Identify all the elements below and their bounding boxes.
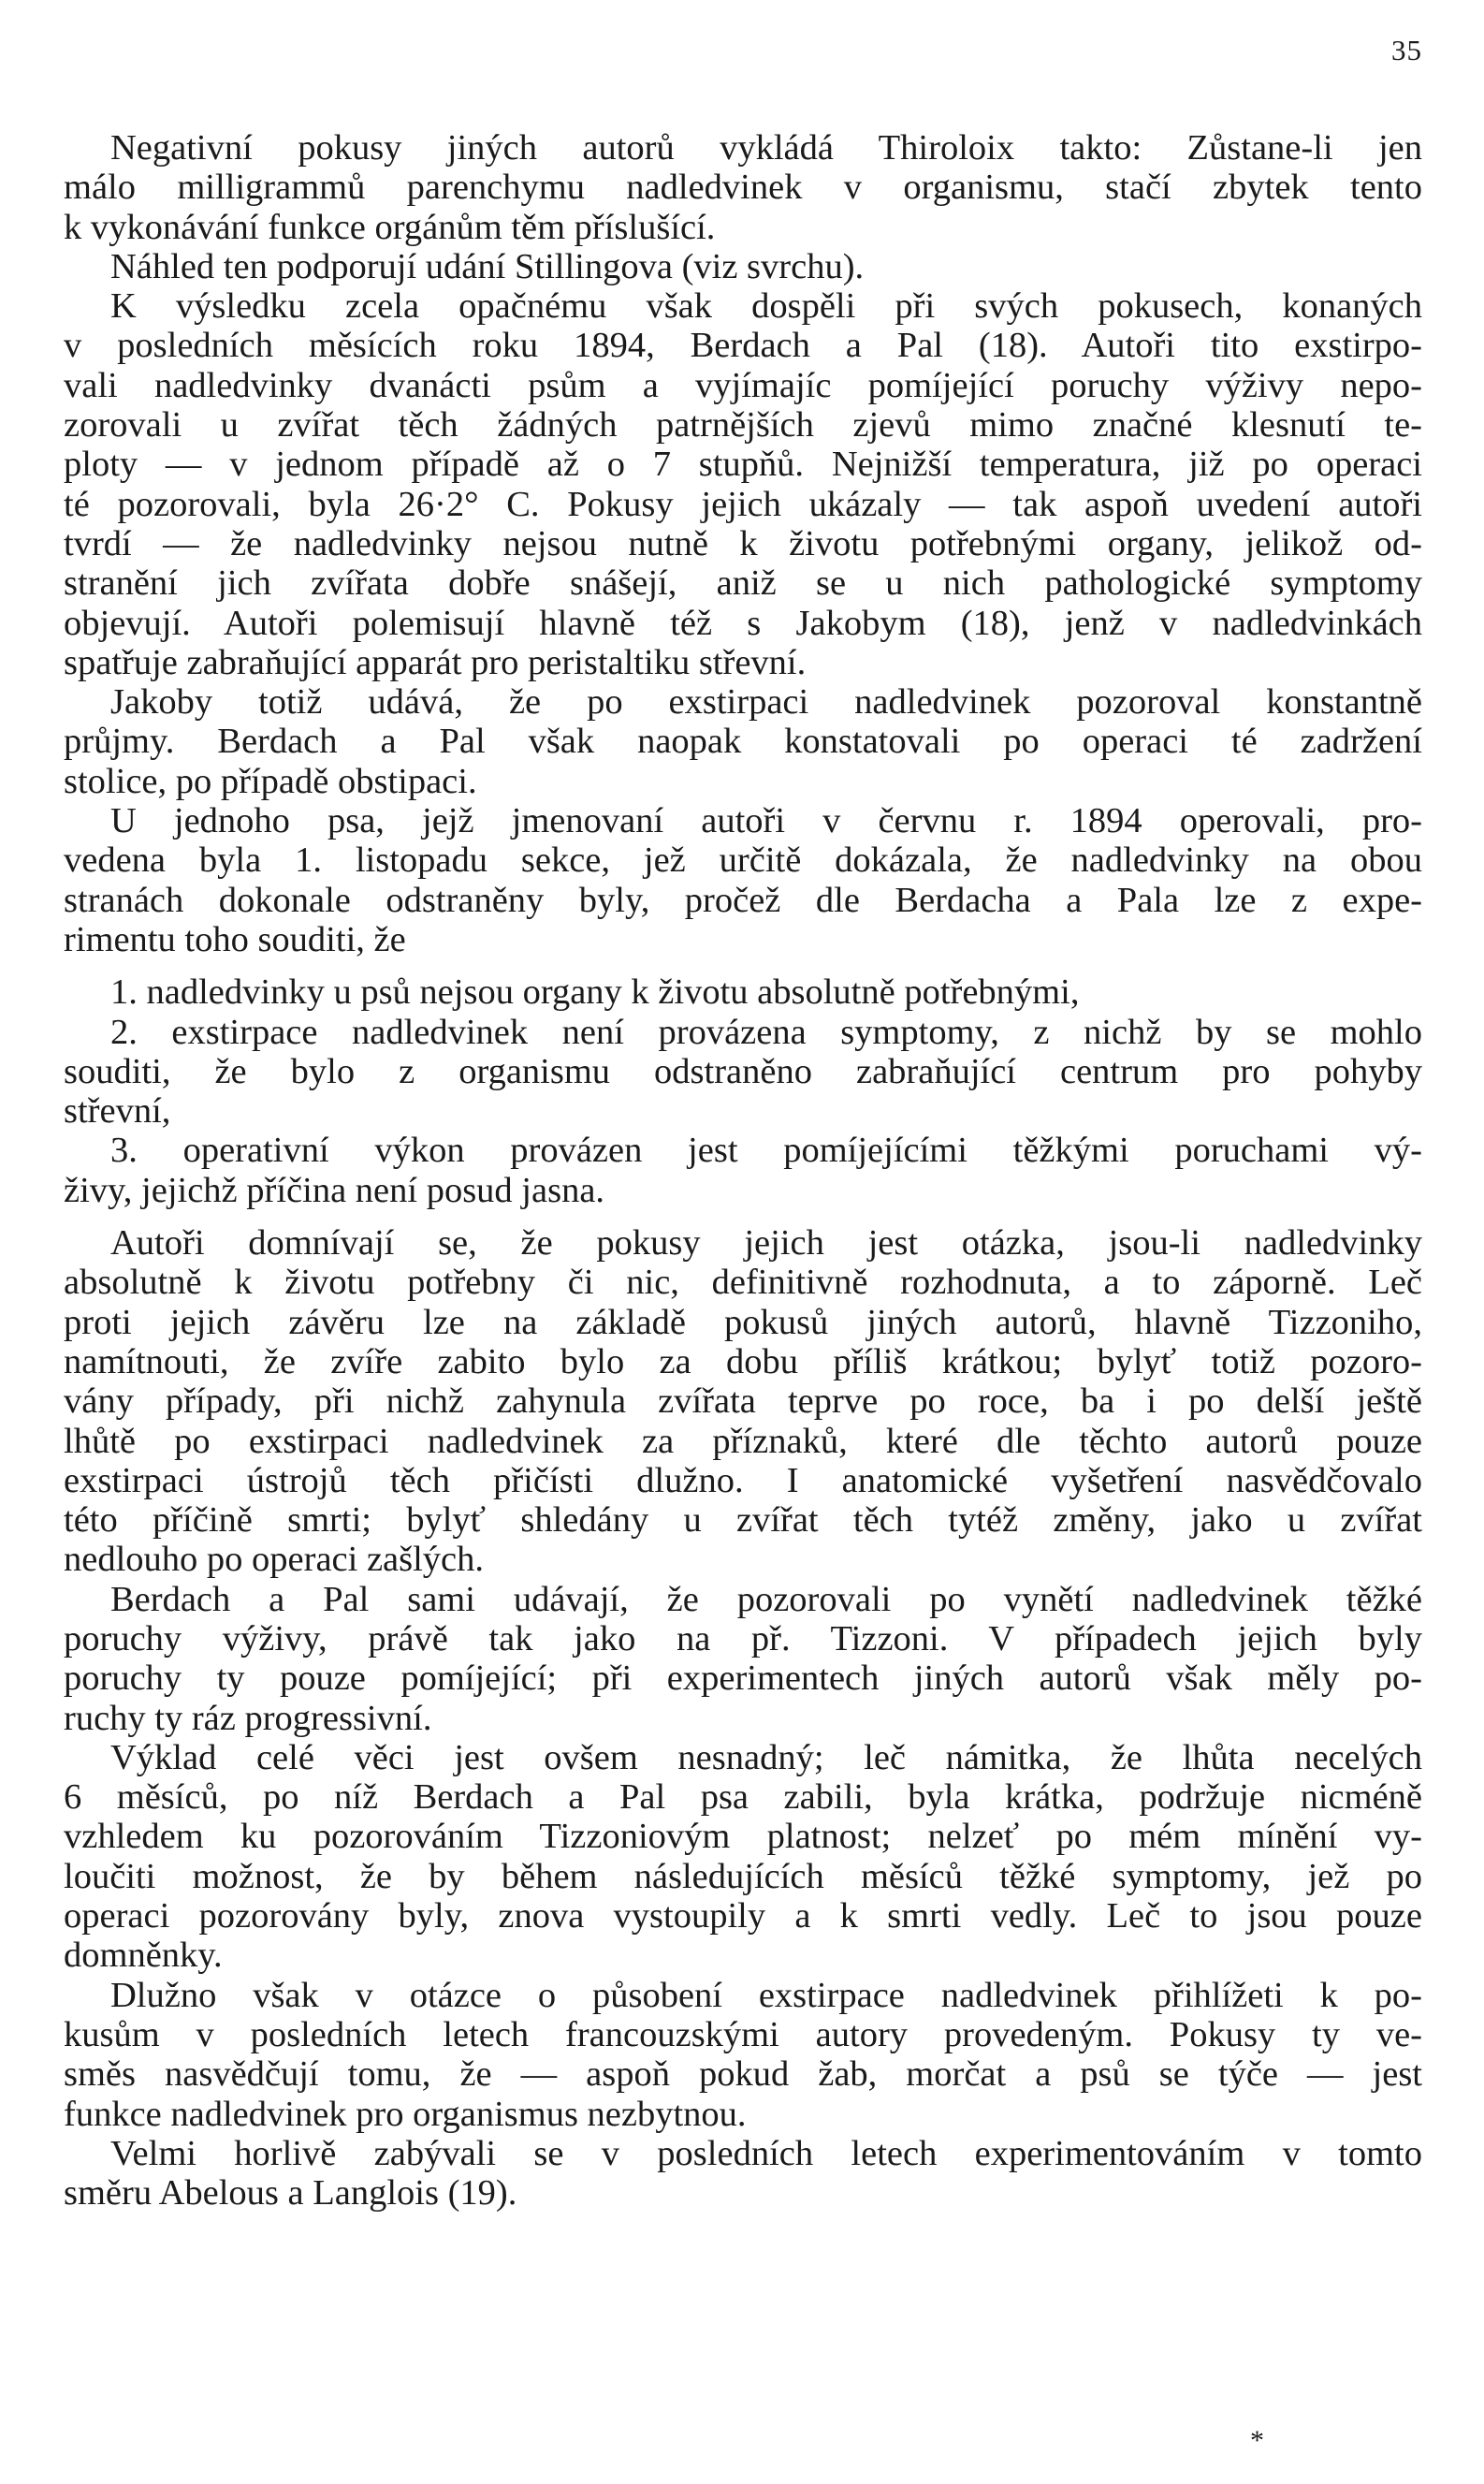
text-line: 1. nadledvinky u psů nejsou organy k životu absolutně potřebnými, xyxy=(110,972,1080,1013)
paragraph xyxy=(64,286,1422,682)
text-line: spatřuje zabraňující apparát pro peristaltiku střevní. xyxy=(64,642,807,682)
text-line: k vykonávání funkce orgánům těm příslušící. xyxy=(64,207,716,247)
page-number: 35 xyxy=(1391,34,1422,66)
text-line: zorovali u zvířat těch žádných patrnějších zjevů mimo značné klesnutí te- xyxy=(64,405,1422,446)
text-line: málo milligrammů parenchymu nadledvinek v organismu, stačí zbytek tento xyxy=(64,168,1422,208)
paragraph xyxy=(64,128,1422,247)
text-line: průjmy. Berdach a Pal však naopak konstatovali po operaci té zadržení xyxy=(64,722,1422,762)
text-line: loučiti možnost, že by během následujících měsíců těžké symptomy, jež po xyxy=(64,1856,1422,1896)
paragraph xyxy=(64,1976,1422,2134)
text-line: ploty — v jednom případě až o 7 stupňů. Nejnižší temperatura, již po operaci xyxy=(64,445,1422,485)
paragraph xyxy=(64,1580,1422,1738)
text-line: K výsledku zcela opačnému však dospěli při svých pokusech, konaných xyxy=(110,286,1422,327)
text-line: této příčině smrti; bylyť shledány u zvířat těch tytéž změny, jako u zvířat xyxy=(64,1500,1422,1541)
paragraph xyxy=(64,682,1422,801)
text-line: té pozorovali, byla 26·2° C. Pokusy jejich ukázaly — tak aspoň uvedení autoři xyxy=(64,484,1422,524)
text-line: lhůtě po exstirpaci nadledvinek za příznaků, které dle těchto autorů pouze xyxy=(64,1421,1422,1461)
footer-asterisk: * xyxy=(1250,2425,1264,2456)
body-text xyxy=(64,128,1422,2213)
text-line: domněnky. xyxy=(64,1936,223,1976)
text-line: poruchy výživy, právě tak jako na př. Tizzoni. V případech jejich byly xyxy=(64,1618,1422,1658)
paragraph xyxy=(64,972,1422,1012)
text-line: nedlouho po operaci zašlých. xyxy=(64,1540,485,1580)
text-line: Velmi horlivě zabývali se v posledních letech experimentováním v tomto xyxy=(110,2133,1422,2173)
text-line: vali nadledvinky dvanácti psům a vyjímajíc pomíjející poruchy výživy nepo- xyxy=(64,365,1422,405)
text-line: exstirpaci ústrojů těch přičísti dlužno. I anatomické vyšetření nasvědčovalo xyxy=(64,1460,1422,1500)
text-line: ruchy ty ráz progressivní. xyxy=(64,1698,432,1738)
paragraph xyxy=(64,1738,1422,1976)
text-line: střevní, xyxy=(64,1091,171,1132)
paragraph xyxy=(64,1131,1422,1210)
text-line: živy, jejichž příčina není posud jasna. xyxy=(64,1170,605,1210)
text-line: absolutně k životu potřebny či nic, definitivně rozhodnuta, a to záporně. Leč xyxy=(64,1263,1422,1303)
text-line: Náhled ten podporují udání Stillingova (viz svrchu). xyxy=(110,246,865,286)
text-line: U jednoho psa, jejž jmenovaní autoři v červnu r. 1894 operovali, pro- xyxy=(110,801,1422,841)
text-line: Dlužno však v otázce o působení exstirpace nadledvinek přihlížeti k po- xyxy=(110,1975,1422,2015)
text-line: Negativní pokusy jiných autorů vykládá Thiroloix takto: Zůstane-li jen xyxy=(110,128,1422,168)
text-line: Jakoby totiž udává, že po exstirpaci nadledvinek pozoroval konstantně xyxy=(110,682,1422,723)
text-line: funkce nadledvinek pro organismus nezbytnou. xyxy=(64,2094,747,2134)
text-line: rimentu toho souditi, že xyxy=(64,919,406,959)
text-line: poruchy ty pouze pomíjející; při experimentech jiných autorů však měly po- xyxy=(64,1658,1422,1699)
text-line: směru Abelous a Langlois (19). xyxy=(64,2173,517,2214)
text-line: objevují. Autoři polemisují hlavně též s Jakobym (18), jenž v nadledvinkách xyxy=(64,603,1422,643)
text-line: souditi, že bylo z organismu odstraněno zabraňující centrum pro pohyby xyxy=(64,1051,1422,1091)
text-line: 2. exstirpace nadledvinek není provázena symptomy, z nichž by se mohlo xyxy=(110,1012,1422,1052)
paragraph xyxy=(64,247,1422,286)
text-line: směs nasvědčují tomu, že — aspoň pokud žab, morčat a psů se týče — jest xyxy=(64,2054,1422,2095)
text-line: stranách dokonale odstraněny byly, pročež dle Berdacha a Pala lze z expe- xyxy=(64,880,1422,920)
text-line: v posledních měsících roku 1894, Berdach a Pal (18). Autoři tito exstirpo- xyxy=(64,326,1422,366)
text-line: tvrdí — že nadledvinky nejsou nutně k životu potřebnými organy, jelikož od- xyxy=(64,523,1422,563)
paragraph xyxy=(64,1223,1422,1580)
text-line: Výklad celé věci jest ovšem nesnadný; leč námitka, že lhůta necelých xyxy=(110,1737,1422,1777)
text-line: vzhledem ku pozorováním Tizzoniovým platnost; nelzeť po mém mínění vy- xyxy=(64,1817,1422,1857)
text-line: Berdach a Pal sami udávají, že pozorovali po vynětí nadledvinek těžké xyxy=(110,1579,1422,1619)
text-line: proti jejich závěru lze na základě pokusů jiných autorů, hlavně Tizzoniho, xyxy=(64,1302,1422,1342)
text-line: vány případy, při nichž zahynula zvířata teprve po roce, ba i po delší ještě xyxy=(64,1381,1422,1422)
text-line: operaci pozorovány byly, znova vystoupily a k smrti vedly. Leč to jsou pouze xyxy=(64,1896,1422,1936)
text-line: stranění jich zvířata dobře snášejí, aniž se u nich pathologické symptomy xyxy=(64,563,1422,604)
text-line: stolice, po případě obstipaci. xyxy=(64,761,477,801)
text-line: 3. operativní výkon provázen jest pomíjejícími těžkými poruchami vý- xyxy=(110,1131,1422,1171)
text-line: Autoři domnívají se, že pokusy jejich jest otázka, jsou-li nadledvinky xyxy=(110,1223,1422,1264)
text-line: vedena byla 1. listopadu sekce, jež určitě dokázala, že nadledvinky na obou xyxy=(64,840,1422,881)
text-line: namítnouti, že zvíře zabito bylo za dobu příliš krátkou; bylyť totiž pozoro- xyxy=(64,1341,1422,1381)
paragraph xyxy=(64,801,1422,959)
paragraph xyxy=(64,1013,1422,1132)
text-line: 6 měsíců, po níž Berdach a Pal psa zabili, byla krátka, podržuje nicméně xyxy=(64,1777,1422,1818)
paragraph xyxy=(64,2134,1422,2214)
text-line: kusům v posledních letech francouzskými autory provedeným. Pokusy ty ve- xyxy=(64,2014,1422,2054)
